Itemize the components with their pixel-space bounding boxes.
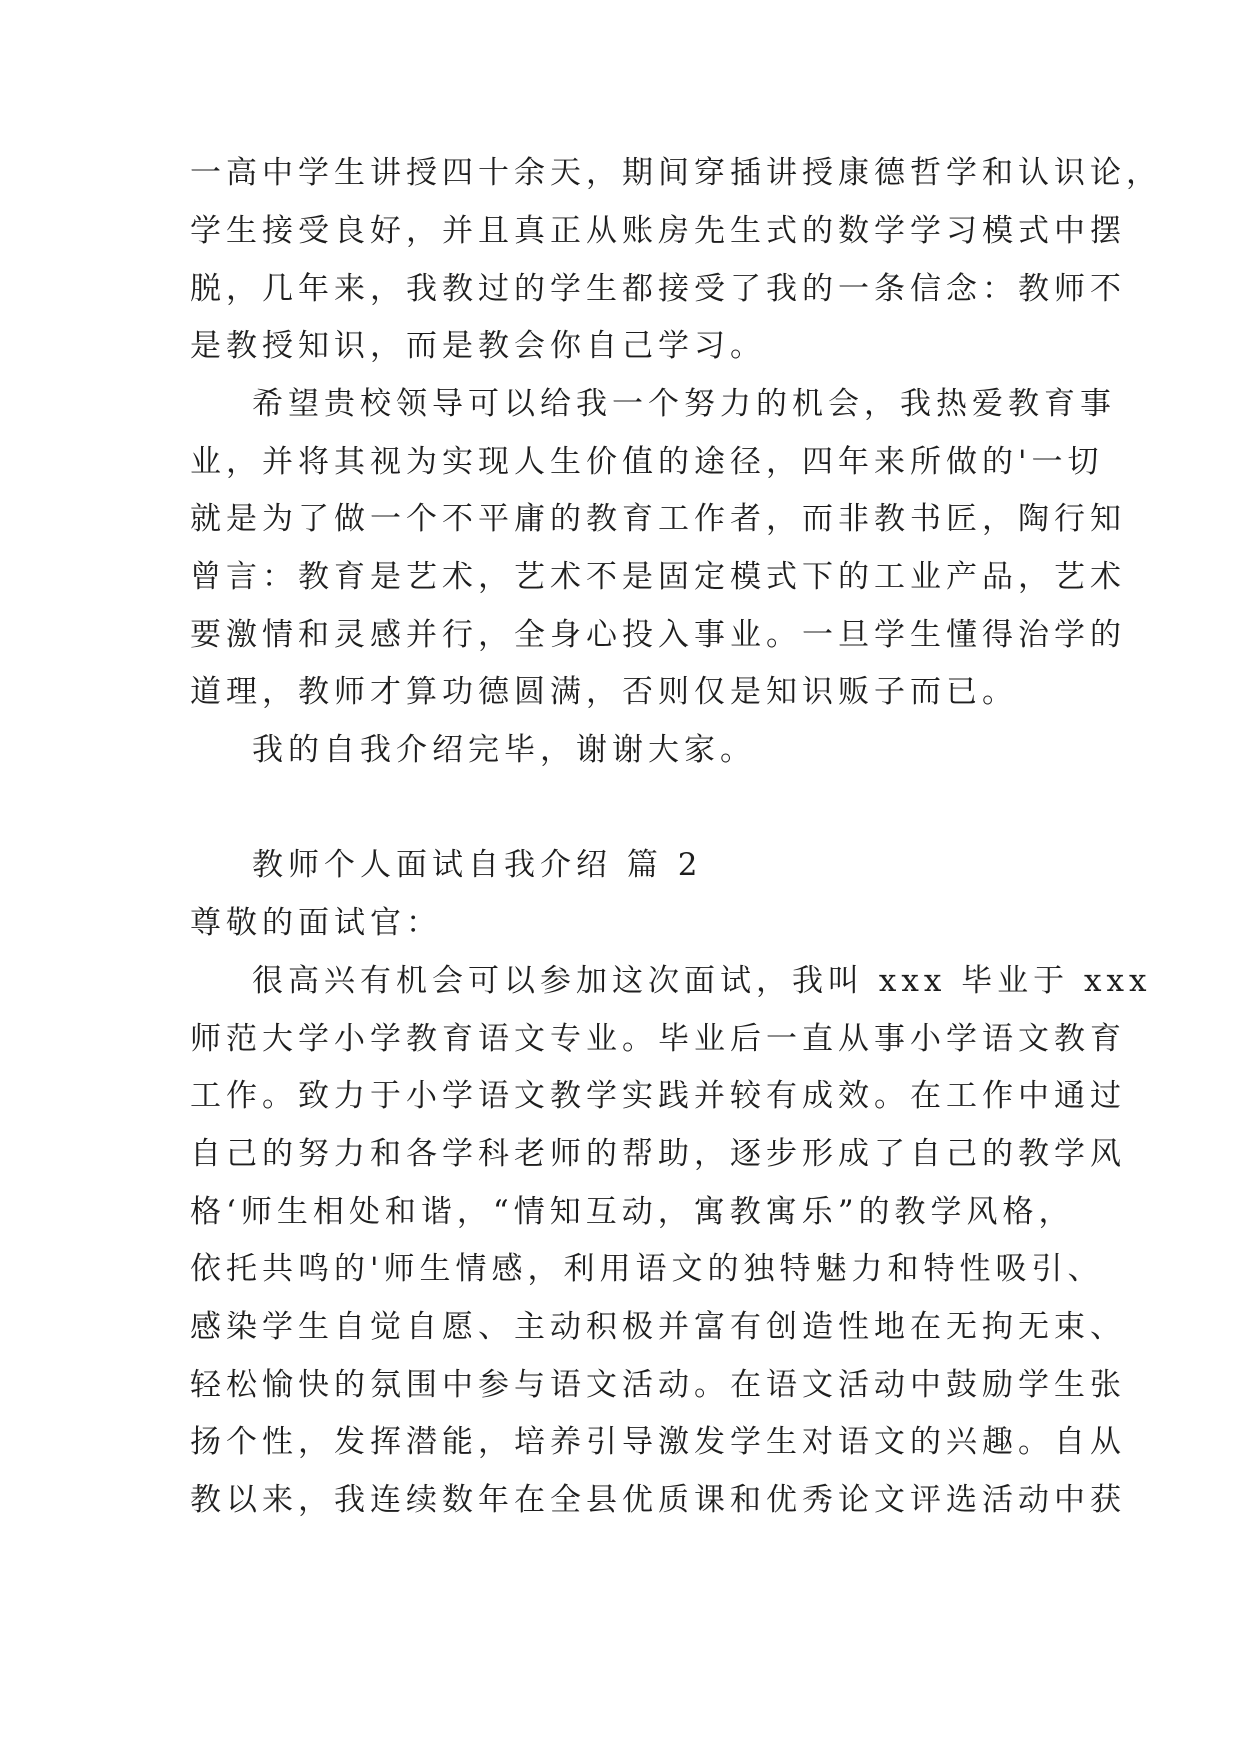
body-line: 格‘师生相处和谐，“情知互动，寓教寓乐”的教学风格，: [190, 1194, 1075, 1230]
body-line: 依托共鸣的'师生情感，利用语文的独特魅力和特性吸引、: [190, 1251, 1104, 1287]
body-line: 感染学生自觉自愿、主动积极并富有创造性地在无拘无束、: [190, 1309, 1126, 1345]
salutation: 尊敬的面试官：: [190, 905, 442, 941]
body-line: 一高中学生讲授四十余天，期间穿插讲授康德哲学和认识论，: [190, 155, 1162, 191]
body-line: 工作。致力于小学语文教学实践并较有成效。在工作中通过: [190, 1078, 1126, 1114]
body-line: 脱，几年来，我教过的学生都接受了我的一条信念：教师不: [190, 271, 1126, 307]
body-line: 自己的努力和各学科老师的帮助，逐步形成了自己的教学风: [190, 1136, 1126, 1172]
body-line: 学生接受良好，并且真正从账房先生式的数学学习模式中摆: [190, 213, 1126, 249]
body-line: 教以来，我连续数年在全县优质课和优秀论文评选活动中获: [190, 1482, 1126, 1518]
body-line: 轻松愉快的氛围中参与语文活动。在语文活动中鼓励学生张: [190, 1367, 1126, 1403]
body-line: 是教授知识，而是教会你自己学习。: [190, 328, 766, 364]
body-line: 就是为了做一个不平庸的教育工作者，而非教书匠，陶行知: [190, 501, 1126, 537]
closing-line: 我的自我介绍完毕，谢谢大家。: [252, 732, 756, 768]
body-line: 师范大学小学教育语文专业。毕业后一直从事小学语文教育: [190, 1021, 1126, 1057]
section-heading: 教师个人面试自我介绍 篇 2: [252, 847, 703, 883]
body-line: 曾言：教育是艺术，艺术不是固定模式下的工业产品，艺术: [190, 559, 1126, 595]
paragraph-first-line: 希望贵校领导可以给我一个努力的机会，我热爱教育事: [252, 386, 1116, 422]
body-line: 道理，教师才算功德圆满，否则仅是知识贩子而已。: [190, 674, 1018, 710]
body-line: 扬个性，发挥潜能，培养引导激发学生对语文的兴趣。自从: [190, 1424, 1126, 1460]
body-line: 业，并将其视为实现人生价值的途径，四年来所做的'一切: [190, 444, 1104, 480]
paragraph-first-line: 很高兴有机会可以参加这次面试，我叫 xxx 毕业于 xxx: [252, 963, 1152, 999]
body-line: 要激情和灵感并行，全身心投入事业。一旦学生懂得治学的: [190, 617, 1126, 653]
